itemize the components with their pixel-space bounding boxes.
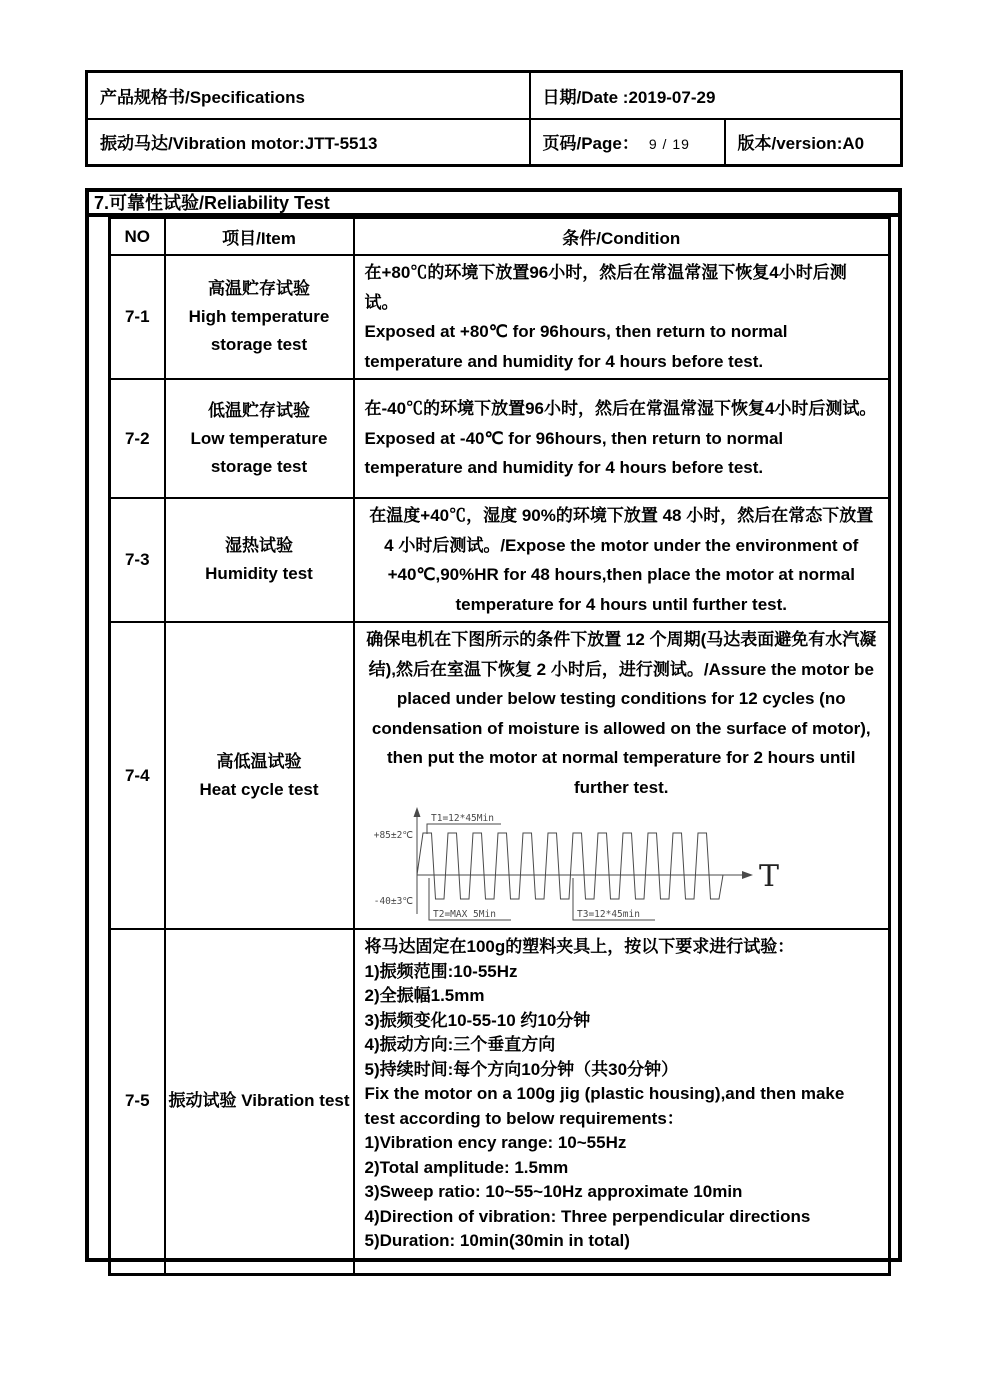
condition-cn: 在+80℃的环境下放置96小时，然后在常温常湿下恢复4小时后测试。 (364, 263, 847, 312)
item-name-cn: 湿热试验 (225, 536, 293, 555)
table-row-7-2 (110, 379, 890, 498)
t1-leader-line (427, 824, 501, 834)
y-axis-top-label: +85±2℃ (373, 830, 413, 841)
condition-cn: 在-40℃的环境下放置96小时，然后在常温常湿下恢复4小时后测试。 (364, 399, 877, 419)
row-no: 7-1 (110, 255, 165, 379)
date-field: 日期/Date :2019-07-29 (530, 72, 902, 119)
item-name-en: Humidity test (205, 564, 313, 583)
condition-line: 2)全振幅1.5mm (364, 986, 485, 1005)
condition-line: 5)Duration: 10min(30min in total) (364, 1231, 630, 1250)
item-cell (165, 255, 354, 379)
header-row-1 (87, 72, 902, 119)
product-title: 振动马达/Vibration motor:JTT-5513 (87, 119, 530, 166)
item-name-cn: 高温贮存试验 (208, 279, 310, 298)
table-header-row (110, 218, 890, 255)
item-cell (165, 379, 354, 498)
condition-en: Exposed at +80℃ for 96hours, then return to normal temperature and humidity for 4 hours before test. (364, 322, 788, 371)
item-name-en: Heat cycle test (199, 779, 319, 799)
condition-line: 3)振频变化10-55-10 约10分钟 (364, 1010, 591, 1030)
table-row-7-4 (110, 622, 890, 929)
row-no: 7-4 (110, 622, 165, 929)
condition-en: Exposed at -40℃ for 96hours, then return to normal temperature and humidity for 4 hours before test. (364, 428, 784, 478)
axis-arrow-up-icon (413, 807, 420, 817)
item-name-en: Low temperature storage test (190, 428, 328, 476)
axis-arrow-right-icon (742, 871, 753, 879)
condition-line: 2)Total amplitude: 1.5mm (364, 1157, 569, 1177)
table-row-7-3 (110, 498, 890, 622)
item-cell (165, 498, 354, 622)
t2-label: T2=MAX 5Min (432, 909, 496, 920)
condition-cell (354, 255, 890, 379)
col-header-item: 项目/Item (165, 218, 354, 255)
condition-line: 3)Sweep ratio: 10~55~10Hz approximate 10min (364, 1182, 743, 1201)
t3-label: T3=12*45min (576, 909, 640, 920)
condition-cell (354, 379, 890, 498)
item-name-en: Vibration test (241, 1091, 350, 1111)
y-axis-bottom-label: -40±3℃ (373, 896, 413, 907)
condition-line: 将马达固定在100g的塑料夹具上，按以下要求进行试验： (364, 937, 795, 956)
time-axis-label: T (758, 859, 779, 894)
table-row-7-1 (110, 255, 890, 379)
condition-line: 1)Vibration ency range: 10~55Hz (364, 1133, 627, 1152)
item-name-cn: 振动试验 (168, 1091, 237, 1111)
condition-cell: 在温度+40℃，湿度 90%的环境下放置 48 小时，然后在常态下放置 4 小时后测试。/Expose the motor under the environment of +40℃,90%HR for 48 hours,then place the motor at normal temperature for 4 hours until further test. (354, 498, 890, 622)
version-field: 版本/version:A0 (725, 119, 902, 166)
col-header-no: NO (110, 218, 165, 255)
item-cell (165, 622, 354, 929)
document-header-table (85, 70, 903, 167)
condition-text: 确保电机在下图所示的条件下放置 12 个周期(马达表面避免有水汽凝结),然后在室温下恢复 2 小时后，进行测试。/Assure the motor be placed under below testing conditions for 12 cycles (no condensation of moisture is allowed on the surface of motor), then put the motor at normal temperature for 2 hours until further test. (366, 630, 877, 797)
table-row-7-5 (110, 929, 890, 1274)
row-no: 7-5 (110, 929, 165, 1274)
t1-label: T1=12*45Min (430, 813, 494, 824)
page-number: 9 / 19 (648, 136, 690, 153)
item-name-cn: 高低温试验 (216, 751, 302, 771)
item-cell (165, 929, 354, 1274)
condition-cell (354, 929, 890, 1274)
heat-cycle-waveform-chart (365, 804, 895, 926)
page-label: 页码/Page： (542, 134, 639, 154)
row-no: 7-2 (110, 379, 165, 498)
item-name-en: High temperature storage test (188, 307, 330, 354)
heat-cycle-waveform-path (417, 833, 723, 899)
page-field (530, 119, 725, 166)
col-header-condition: 条件/Condition (354, 218, 890, 255)
condition-line: 4)Direction of vibration: Three perpendicular directions (364, 1206, 811, 1226)
row-no: 7-3 (110, 498, 165, 622)
header-row-2 (87, 119, 902, 166)
reliability-test-section (85, 188, 902, 1262)
reliability-test-table (108, 217, 891, 1276)
item-name (168, 1087, 351, 1115)
condition-line: 4)振动方向:三个垂直方向 (364, 1035, 556, 1054)
condition-line: Fix the motor on a 100g jig (plastic housing),and then make test according to below requirements： (364, 1084, 845, 1128)
condition-line: 1)振频范围:10-55Hz (364, 961, 518, 981)
spec-title: 产品规格书/Specifications (87, 72, 530, 119)
condition-line: 5)持续时间:每个方向10分钟（共30分钟） (364, 1059, 679, 1079)
heat-cycle-diagram (365, 804, 879, 926)
condition-cell (354, 622, 890, 929)
section-title: 7.可靠性试验/Reliability Test (89, 192, 898, 217)
item-name-cn: 低温贮存试验 (208, 400, 310, 420)
